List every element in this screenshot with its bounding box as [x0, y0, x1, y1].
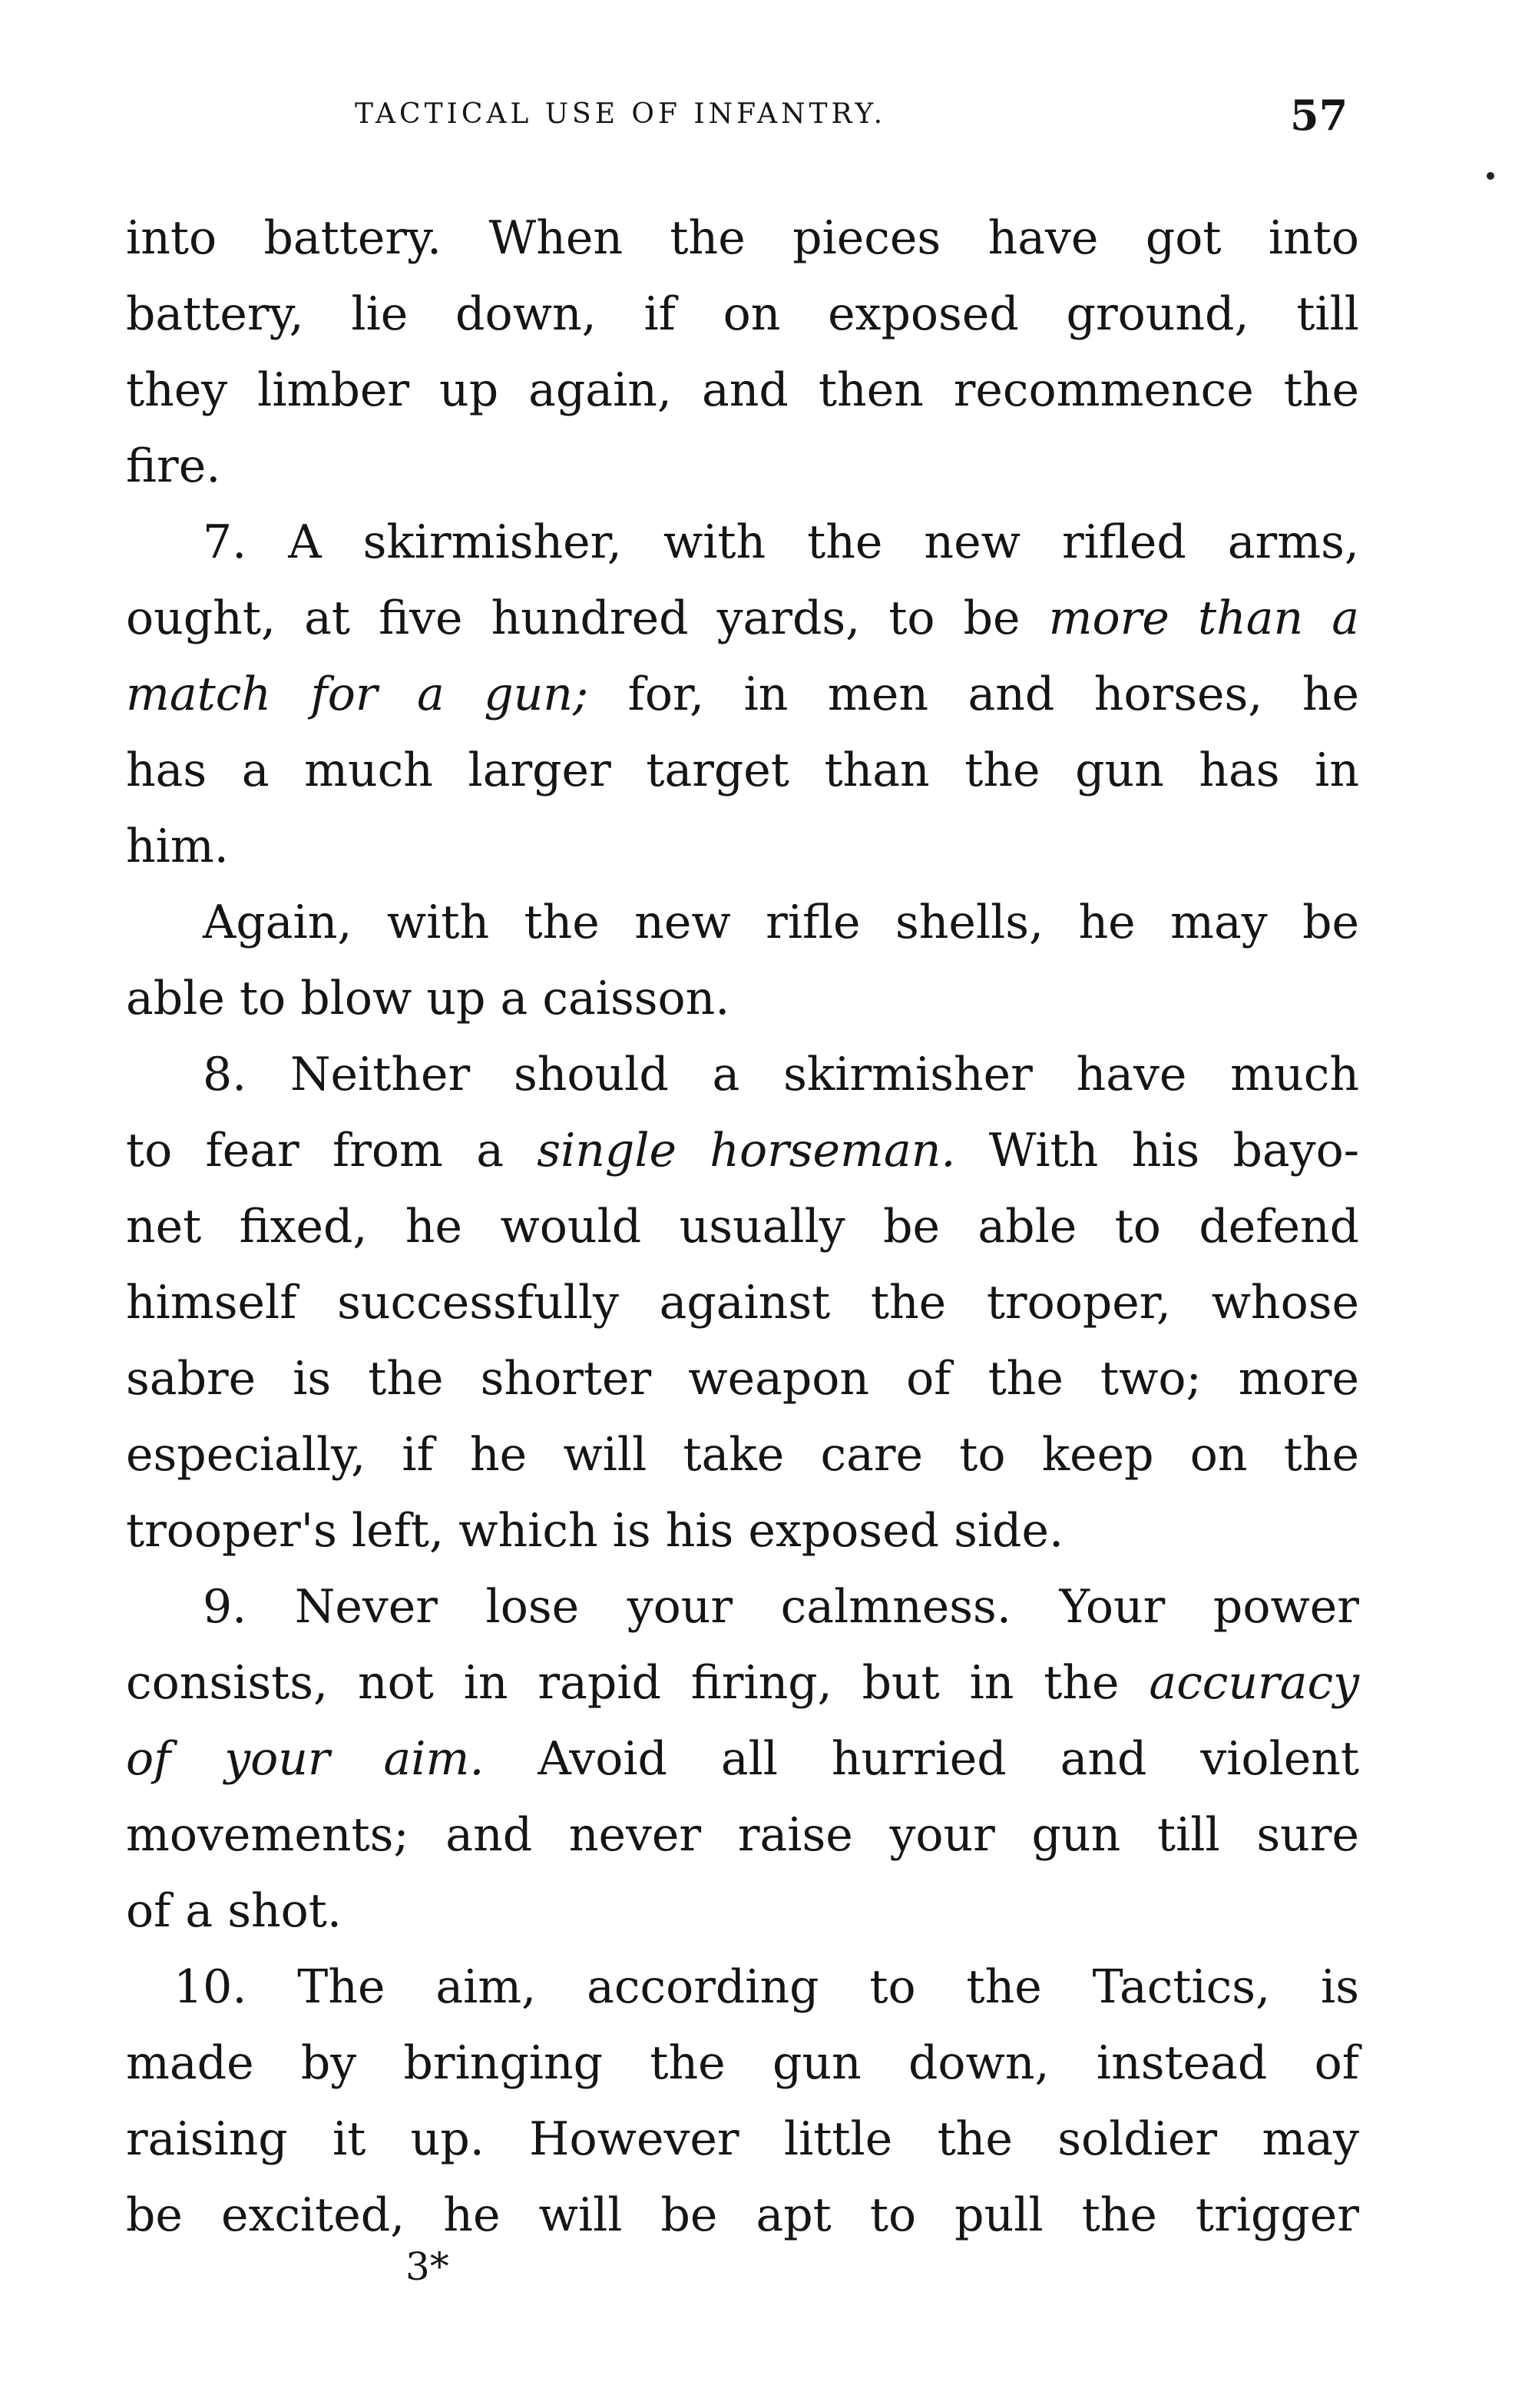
text-line — [126, 1189, 1359, 1265]
text-segment: 9. Never lose your calmness. Your power — [203, 1580, 1359, 1634]
text-line — [126, 1645, 1359, 1721]
text-segment: raising it up. However little the soldier may — [126, 2112, 1359, 2166]
text-line — [126, 1493, 1359, 1569]
text-line — [126, 353, 1359, 429]
text-line — [203, 1037, 1359, 1113]
text-segment: Avoid all hurried and violent — [484, 1732, 1360, 1786]
text-line — [126, 809, 1359, 885]
text-line — [126, 1341, 1359, 1417]
print-speck — [1487, 172, 1494, 180]
italic-text: of your aim. — [126, 1732, 485, 1786]
text-segment: movements; and never raise your gun till sure — [126, 1808, 1359, 1862]
text-line — [126, 1113, 1359, 1189]
text-line — [126, 657, 1359, 733]
text-segment: especially, if he will take care to keep on the — [126, 1428, 1359, 1482]
text-segment: made by bringing the gun down, instead of — [126, 2036, 1359, 2090]
italic-text: single horseman. — [537, 1124, 956, 1178]
text-line — [126, 2102, 1359, 2178]
text-segment: able to blow up a caisson. — [126, 972, 730, 1025]
text-line — [126, 1721, 1359, 1797]
italic-text: accuracy — [1149, 1656, 1359, 1710]
text-segment: fire. — [126, 439, 221, 493]
text-line — [126, 429, 1359, 505]
text-segment: they limber up again, and then recommence the — [126, 363, 1359, 417]
text-segment: consists, not in rapid firing, but in the — [126, 1656, 1150, 1710]
text-line — [126, 733, 1359, 809]
text-line — [203, 505, 1359, 581]
text-line — [126, 200, 1359, 277]
text-segment: of a shot. — [126, 1884, 342, 1938]
text-segment: battery, lie down, if on exposed ground, till — [126, 287, 1359, 341]
text-segment: 10. The aim, according to the Tactics, is — [174, 1960, 1359, 2014]
text-segment: Again, with the new rifle shells, he may be — [203, 896, 1359, 949]
text-line — [126, 2025, 1359, 2102]
page-number: 57 — [1290, 91, 1348, 140]
text-line — [126, 961, 1359, 1037]
text-segment: be excited, he will be apt to pull the trigger — [126, 2188, 1359, 2242]
text-segment: sabre is the shorter weapon of the two; more — [126, 1352, 1359, 1406]
text-line — [126, 1873, 1359, 1949]
text-line — [126, 2178, 1359, 2254]
italic-text: more than a — [1048, 591, 1359, 645]
text-segment: 8. Neither should a skirmisher have much — [203, 1048, 1359, 1101]
italic-text: match for a gun; — [126, 667, 589, 721]
text-segment: to fear from a — [126, 1124, 538, 1178]
text-segment: into battery. When the pieces have got into — [126, 211, 1359, 265]
text-segment: him. — [126, 820, 229, 873]
text-line — [126, 1797, 1359, 1873]
signature-mark: 3* — [405, 2244, 449, 2289]
text-segment: With his bayo- — [955, 1124, 1359, 1178]
running-header — [0, 91, 1535, 144]
text-line — [126, 277, 1359, 353]
text-line — [126, 1417, 1359, 1493]
running-title: TACTICAL USE OF INFANTRY. — [355, 98, 887, 130]
text-line — [126, 1265, 1359, 1341]
text-line — [126, 581, 1359, 657]
text-segment: for, in men and horses, he — [588, 667, 1359, 721]
text-segment: ought, at five hundred yards, to be — [126, 591, 1049, 645]
text-line — [203, 885, 1359, 961]
text-segment: has a much larger target than the gun has in — [126, 744, 1359, 797]
text-segment: net fixed, he would usually be able to defend — [126, 1200, 1359, 1254]
text-segment: trooper's left, which is his exposed side. — [126, 1504, 1064, 1558]
text-line — [174, 1949, 1359, 2025]
text-segment: 7. A skirmisher, with the new rifled arms, — [203, 515, 1359, 569]
text-segment: himself successfully against the trooper, whose — [126, 1276, 1359, 1330]
text-line — [203, 1569, 1359, 1645]
